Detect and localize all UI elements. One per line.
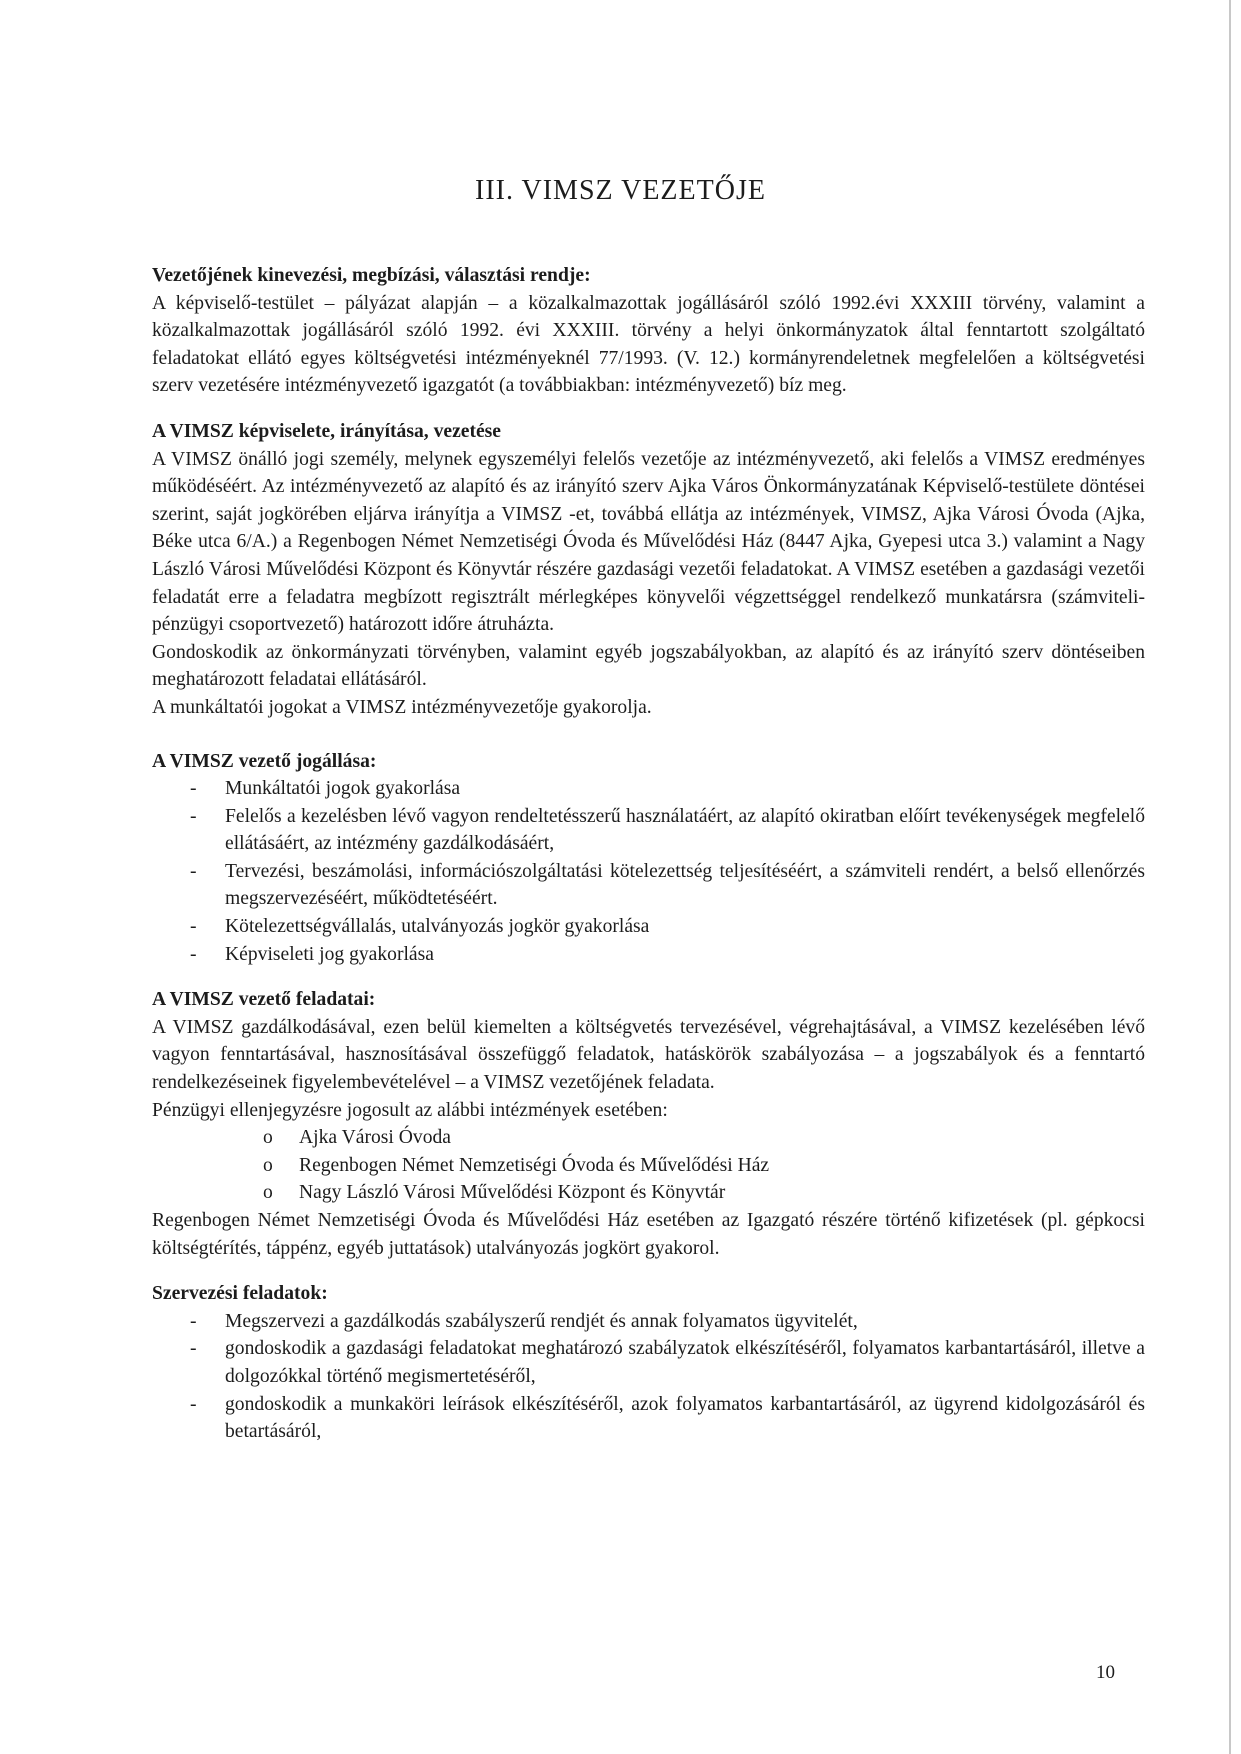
list-item: - Kötelezettségvállalás, utalványozás jogkör gyakorlása [152, 913, 1145, 941]
list-item: o Regenbogen Német Nemzetiségi Óvoda és Művelődési Ház [152, 1152, 1145, 1180]
paragraph: A VIMSZ önálló jogi személy, melynek egyszemélyi felelős vezetője az intézményvezető, aki felelős a VIMSZ eredményes működéséért. Az intézményvezető az alapító és az irányító szerv Ajka Város Önkormányzatának Képviselő-testülete döntései szerint, saját jogkörében eljárva irányítja a VIMSZ -et, továbbá ellátja az intézmények, VIMSZ, Ajka Városi Óvoda (Ajka, Béke utca 6/A.) a Regenbogen Német Nemzetiségi Óvoda és Művelődési Ház (8447 Ajka, Gyepesi utca 3.) valamint a Nagy László Városi Művelődési Központ és Könyvtár részére gazdasági vezetői feladatokat. A VIMSZ esetében a gazdasági vezetői feladatát erre a feladatra megbízott regisztrált mérlegképes könyvelői végzettséggel rendelkező munkatársra (számviteli-pénzügyi csoportvezető) határozott időre átruházta. [152, 448, 1145, 636]
page-number: 10 [1096, 1662, 1115, 1683]
section-duties [152, 986, 1145, 1262]
document-body [152, 262, 1145, 1464]
section-appointment [152, 262, 1145, 400]
section-legal-status [152, 748, 1145, 969]
section-representation [152, 418, 1145, 722]
section-heading: A VIMSZ vezető feladatai: [152, 989, 376, 1011]
section-heading: A VIMSZ vezető jogállása: [152, 750, 377, 772]
list-item: - Megszervezi a gazdálkodás szabályszerű rendjét és annak folyamatos ügyvitelét, [152, 1308, 1145, 1336]
paragraph: A képviselő-testület – pályázat alapján – a közalkalmazottak jogállásáról szóló 1992.évi XXXIII törvény, valamint a közalkalmazottak jogállásáról szóló 1992. évi XXXIII. törvény a helyi önkormányzatok által fenntartott szolgáltató feladatokat ellátó egyes költségvetési intézményeknél 77/1993. (V. 12.) kormányrendeletnek megfelelően a költségvetési szerv vezetésére intézményvezető igazgatót (a továbbiakban: intézményvezető) bíz meg. [152, 292, 1145, 397]
list-item: - Tervezési, beszámolási, információszolgáltatási kötelezettség teljesítéséért, a számviteli rendért, a belső ellenőrzés megszervezéséért, működtetéséért. [152, 858, 1145, 913]
paragraph: A munkáltatói jogokat a VIMSZ intézményvezetője gyakorolja. [152, 696, 652, 718]
section-heading: Szervezési feladatok: [152, 1283, 328, 1305]
section-heading: A VIMSZ képviselete, irányítása, vezetése [152, 420, 502, 442]
institution-list [152, 1124, 1145, 1207]
list-item: - Képviseleti jog gyakorlása [152, 941, 1145, 969]
section-heading: Vezetőjének kinevezési, megbízási, választási rendje: [152, 265, 591, 286]
list-item: o Ajka Városi Óvoda [152, 1124, 1145, 1152]
section-organizational-tasks [152, 1280, 1145, 1446]
list-item: - gondoskodik a munkaköri leírások elkészítéséről, azok folyamatos karbantartásáról, az ügyrend kidolgozásáról és betartásáról, [152, 1391, 1145, 1446]
page-edge-line [1229, 0, 1231, 1754]
list-item: - gondoskodik a gazdasági feladatokat meghatározó szabályzatok elkészítéséről, folyamatos karbantartásáról, illetve a dolgozókkal történő megismertetéséről, [152, 1335, 1145, 1390]
list-item: - Munkáltatói jogok gyakorlása [152, 775, 1145, 803]
paragraph: Regenbogen Német Nemzetiségi Óvoda és Művelődési Ház esetében az Igazgató részére történő kifizetések (pl. gépkocsi költségtérítés, táppénz, egyéb juttatások) utalványozás jogkört gyakorol. [152, 1210, 1145, 1259]
paragraph: Gondoskodik az önkormányzati törvényben, valamint egyéb jogszabályokban, az alapító és az irányító szerv döntéseiben meghatározott feladatai ellátásáról. [152, 641, 1145, 691]
dash-list [152, 1308, 1145, 1446]
dash-list [152, 775, 1145, 968]
paragraph: A VIMSZ gazdálkodásával, ezen belül kiemelten a költségvetés tervezésével, végrehajtásával, a VIMSZ kezelésében lévő vagyon fenntartásával, hasznosításával összefüggő feladatok, hatáskörök szabályozása – a jogszabályok és a fenntartó rendelkezéseinek figyelembevételével – a VIMSZ vezetőjének feladata. [152, 1016, 1145, 1094]
list-item: - Felelős a kezelésben lévő vagyon rendeltetésszerű használatáért, az alapító okiratban előírt tevékenységek megfelelő ellátásáért, az intézmény gazdálkodásáért, [152, 803, 1145, 858]
list-item: o Nagy László Városi Művelődési Központ és Könyvtár [152, 1179, 1145, 1207]
chapter-title: III. VIMSZ VEZETŐJE [475, 175, 766, 206]
paragraph: Pénzügyi ellenjegyzésre jogosult az alábbi intézmények esetében: [152, 1099, 668, 1121]
